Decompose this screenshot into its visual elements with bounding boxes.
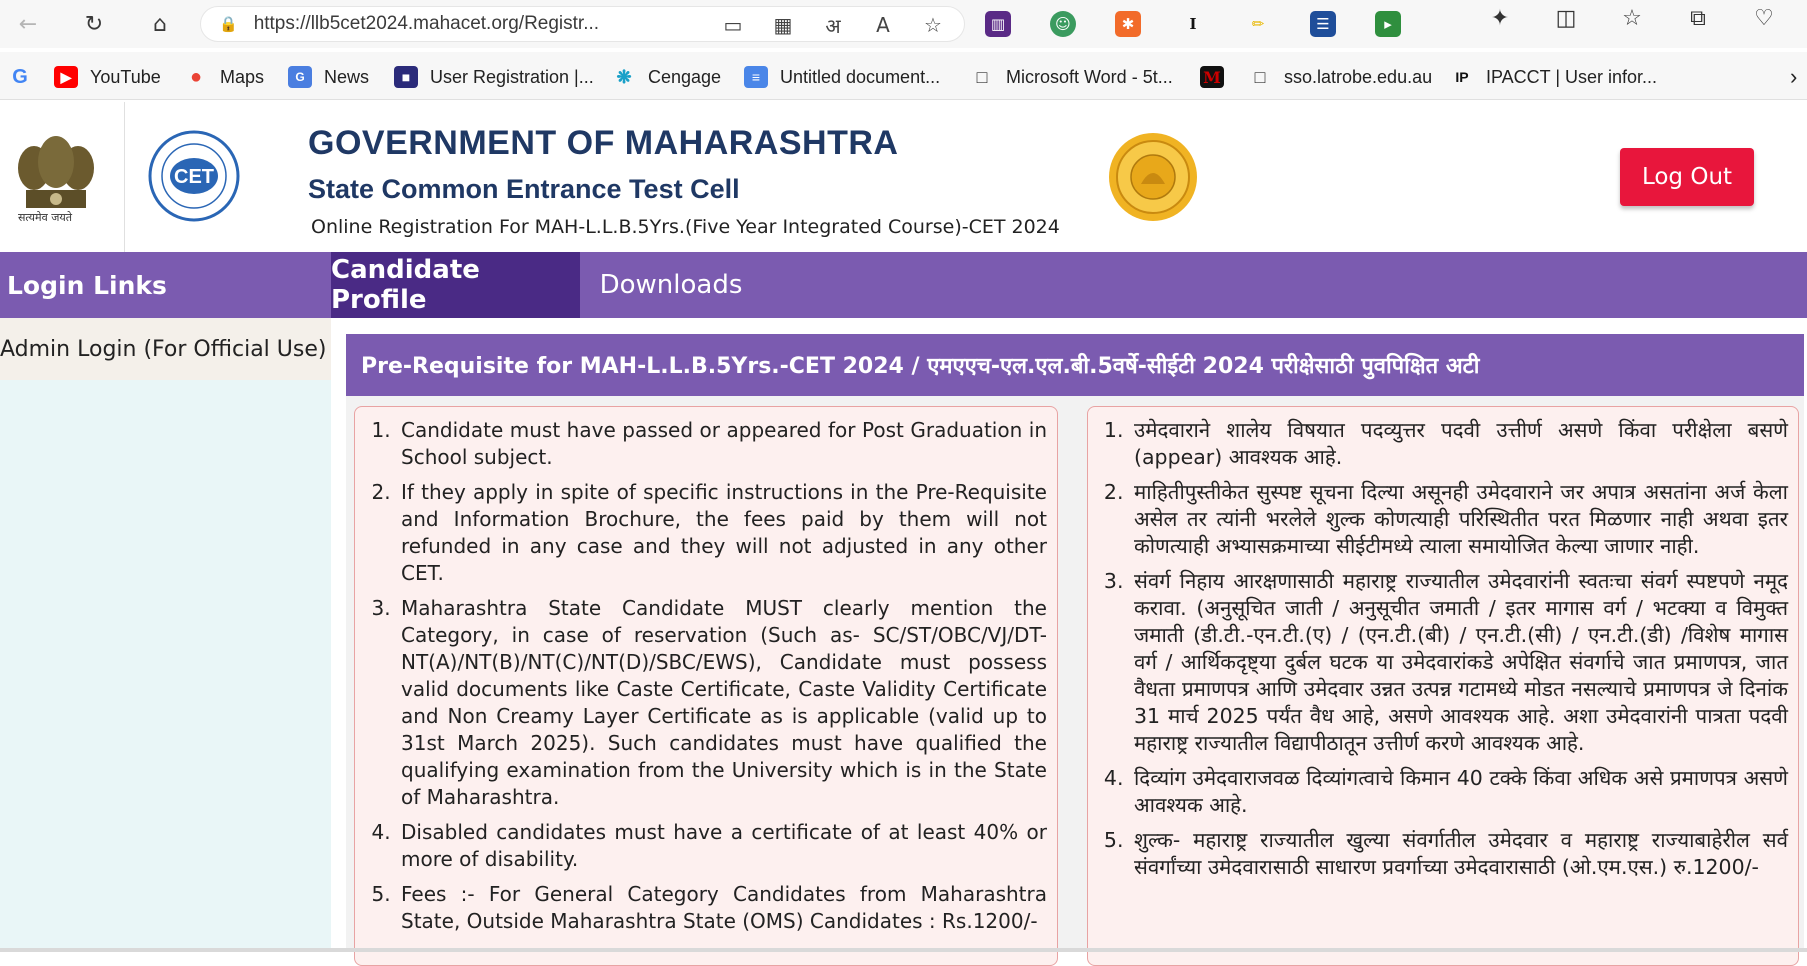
performance-icon[interactable]: ♡ <box>1754 6 1774 31</box>
favorite-star-icon[interactable]: ☆ <box>924 13 942 37</box>
government-title: GOVERNMENT OF MAHARASHTRA <box>308 124 899 162</box>
extension-green-icon[interactable]: ▸ <box>1375 11 1401 37</box>
split-screen-icon[interactable]: ◫ <box>1555 6 1577 31</box>
list-item: 1. Candidate must have passed or appeared for Post Graduation in School subject. <box>397 417 1047 471</box>
main-navbar <box>0 252 1807 318</box>
login-links-heading: Login Links <box>0 252 331 318</box>
prerequisite-panels <box>346 396 1804 952</box>
back-icon[interactable]: ← <box>18 11 38 37</box>
sidebar-item-admin-login[interactable]: Admin Login (For Official Use) <box>0 318 331 380</box>
tab-downloads[interactable]: Downloads <box>599 270 743 300</box>
maharashtra-seal-icon <box>1108 132 1198 222</box>
site-header <box>0 102 1807 252</box>
bookmark-label: News <box>324 66 370 87</box>
bookmark-cengage[interactable] <box>612 64 721 90</box>
bookmark-maps[interactable] <box>184 64 264 90</box>
bookmark-news[interactable] <box>288 64 369 90</box>
extension-bot-icon[interactable]: ☺ <box>1050 11 1076 37</box>
bookmark-sso-latrobe[interactable] <box>1248 64 1432 90</box>
prerequisite-marathi-panel <box>1087 406 1799 966</box>
file-icon: □ <box>1254 66 1266 87</box>
extensions-puzzle-icon[interactable]: ✦ <box>1490 6 1510 31</box>
bookmarks-bar <box>0 52 1807 100</box>
browser-actions <box>1467 6 1797 31</box>
address-bar-actions <box>708 7 958 43</box>
bookmark-label: Microsoft Word - 5t... <box>1006 66 1173 87</box>
registration-title: Online Registration For MAH-L.L.B.5Yrs.(Five Year Integrated Course)-CET 2024 <box>311 216 1060 238</box>
lock-icon: 🔒 <box>219 15 238 33</box>
bookmark-label: Cengage <box>648 66 722 87</box>
address-bar[interactable] <box>200 6 965 42</box>
sidebar <box>0 318 331 952</box>
cell-title: State Common Entrance Test Cell <box>308 174 740 204</box>
bookmark-m[interactable] <box>1200 64 1236 90</box>
bookmark-untitled-document[interactable] <box>744 64 940 90</box>
list-item: 5. शुल्क- महाराष्ट्र राज्यातील खुल्या संवर्गातील उमेदवार व महाराष्ट्र राज्याबाहेरील सर्व संवर्गांच्या उमेदवारासाठी साधारण प्रवर्गाच्या उमेदवारासाठी (ओ.एम.एस.) रु.1200/- <box>1130 827 1788 881</box>
home-icon[interactable]: ⌂ <box>153 11 167 37</box>
refresh-icon[interactable]: ↻ <box>84 11 104 37</box>
collections-icon[interactable]: ⧉ <box>1690 6 1706 31</box>
header-divider <box>124 102 125 252</box>
bookmark-google[interactable] <box>8 64 44 90</box>
list-item: 1. उमेदवाराने शालेय विषयात पदव्युत्तर पदवी उत्तीर्ण असणे किंवा परीक्षेला बसणे (appear) आवश्यक आहे. <box>1130 417 1788 471</box>
qr-code-icon[interactable]: ▦ <box>773 13 793 37</box>
prerequisite-heading: Pre-Requisite for MAH-L.L.B.5Yrs.-CET 2024 / एमएएच-एल.एल.बी.5वर्षे-सीईटी 2024 परीक्षेसाठी पुवपिक्षित अटी <box>346 334 1804 396</box>
horizontal-scrollbar[interactable] <box>0 948 1807 952</box>
extension-i-icon[interactable]: I <box>1189 15 1197 33</box>
list-item: 2. माहितीपुस्तीकेत सुस्पष्ट सूचना दिल्या असूनही उमेदवाराने जर अपात्र असतांना अर्ज केला असेल तर त्यांनी भरलेले शुल्क कोणत्याही परिस्थितीत परत मिळणार नाही अथवा इतर कोणत्याही अभ्यासक्रमाच्या सीईटीमध्ये त्याला समायोजित केल्या जाणार नाही. <box>1130 479 1788 560</box>
bookmarks-overflow-chevron-icon[interactable]: › <box>1790 64 1798 89</box>
url-text[interactable]: https://llb5cet2024.mahacet.org/Registr... <box>253 13 600 34</box>
file-icon: □ <box>976 66 988 87</box>
logout-button[interactable]: Log Out <box>1620 148 1754 206</box>
m-logo-icon: M <box>1200 66 1224 88</box>
bookmark-ipacct[interactable] <box>1450 64 1657 90</box>
emblem-caption: सत्यमेव जयते <box>18 211 73 224</box>
extension-highlighter-icon[interactable]: ✏ <box>1251 15 1265 33</box>
extension-book-icon[interactable]: ☰ <box>1310 11 1336 37</box>
extensions-bar <box>985 6 1440 42</box>
cengage-icon: ❋ <box>616 66 632 87</box>
app-available-icon[interactable]: ▭ <box>723 13 743 37</box>
tab-candidate-profile[interactable]: Candidate Profile <box>331 252 580 318</box>
marathi-list <box>1088 407 1798 881</box>
registration-icon: ■ <box>394 66 418 88</box>
list-item: 2. If they apply in spite of specific instructions in the Pre-Requisite and Information Brochure, the fees paid by them will not refunded in any case and they will not adjusted in any other CET. <box>397 479 1047 587</box>
bookmark-label: YouTube <box>90 66 161 87</box>
english-list <box>355 407 1057 935</box>
extension-orange-icon[interactable]: ✱ <box>1115 11 1141 37</box>
bookmark-user-registration[interactable] <box>394 64 594 90</box>
bookmark-microsoft-word[interactable] <box>970 64 1173 90</box>
list-item: 3. संवर्ग निहाय आरक्षणासाठी महाराष्ट्र राज्यातील उमेदवारांनी स्वतःचा संवर्ग स्पष्टपणे नमूद करावा. (अनुसूचित जाती / अनुसूचीत जमाती / इतर मागास वर्ग / भटक्या व विमुक्त जमाती (डी.टी.-एन.टी.(ए) / (एन.टी.(बी) / एन.टी.(सी) / एन.टी.(डी) /विशेष मागास वर्ग / आर्थिकदृष्ट्या दुर्बल घटक या उमेदवारांकडे अपेक्षित संवर्गाचे जात प्रमाणपत्र, जात वैधता प्रमाणपत्र आणि उमेदवार उन्नत उत्पन्न गटामध्ये मोडत नसल्याचे प्रमाणपत्र जे दिनांक 31 मार्च 2025 पर्यंत वैध आहे, असणे आवश्यक आहे. अशा उमेदवारांनी पात्रता पदवी महाराष्ट्र राज्यातील विद्यापीठातून उत्तीर्ण करणे आवश्यक आहे. <box>1130 568 1788 757</box>
bookmark-youtube[interactable] <box>54 64 161 90</box>
maps-icon: ● <box>189 65 203 88</box>
bookmark-label: Maps <box>220 66 265 87</box>
bookmark-label: sso.latrobe.edu.au <box>1284 66 1433 87</box>
news-icon: G <box>288 66 312 88</box>
bookmark-label: Untitled document... <box>780 66 941 87</box>
bookmark-label: User Registration |... <box>430 66 594 87</box>
favorites-icon[interactable]: ☆ <box>1622 6 1642 31</box>
read-aloud-icon[interactable]: A <box>876 13 890 37</box>
list-item: 4. Disabled candidates must have a certificate of at least 40% or more of disability. <box>397 819 1047 873</box>
list-item: 4. दिव्यांग उमेदवाराजवळ दिव्यांगत्वाचे किमान 40 टक्के किंवा अधिक असे प्रमाणपत्र असणे आवश्यक आहे. <box>1130 765 1788 819</box>
youtube-icon: ▶ <box>54 66 78 88</box>
bookmark-label: IPACCT | User infor... <box>1486 66 1658 87</box>
list-item: 5. Fees :- For General Category Candidates from Maharashtra State, Outside Maharashtra State (OMS) Candidates : Rs.1200/- <box>397 881 1047 935</box>
google-icon: G <box>12 65 28 88</box>
main-content <box>331 318 1807 952</box>
prerequisite-english-panel <box>354 406 1058 966</box>
extension-analytics-icon[interactable]: ▥ <box>985 11 1011 37</box>
docs-icon: ≡ <box>744 66 768 88</box>
ipacct-icon: IP <box>1455 69 1469 85</box>
browser-toolbar <box>0 0 1807 48</box>
cet-logo-text: CET <box>174 166 214 188</box>
list-item: 3. Maharashtra State Candidate MUST clearly mention the Category, in case of reservation (Such as- SC/ST/OBC/VJ/DT-NT(A)/NT(B)/NT(C)/NT(D)/SBC/EWS), Candidate must possess valid documents like Caste Certificate, Caste Validity Certificate and Non Creamy Layer Certificate as is applicable (valid up to 31st March 2025). Such candidates must have qualified the qualifying examination from the University which is in the State of Maharashtra. <box>397 595 1047 811</box>
translate-icon[interactable]: अ <box>825 13 841 38</box>
